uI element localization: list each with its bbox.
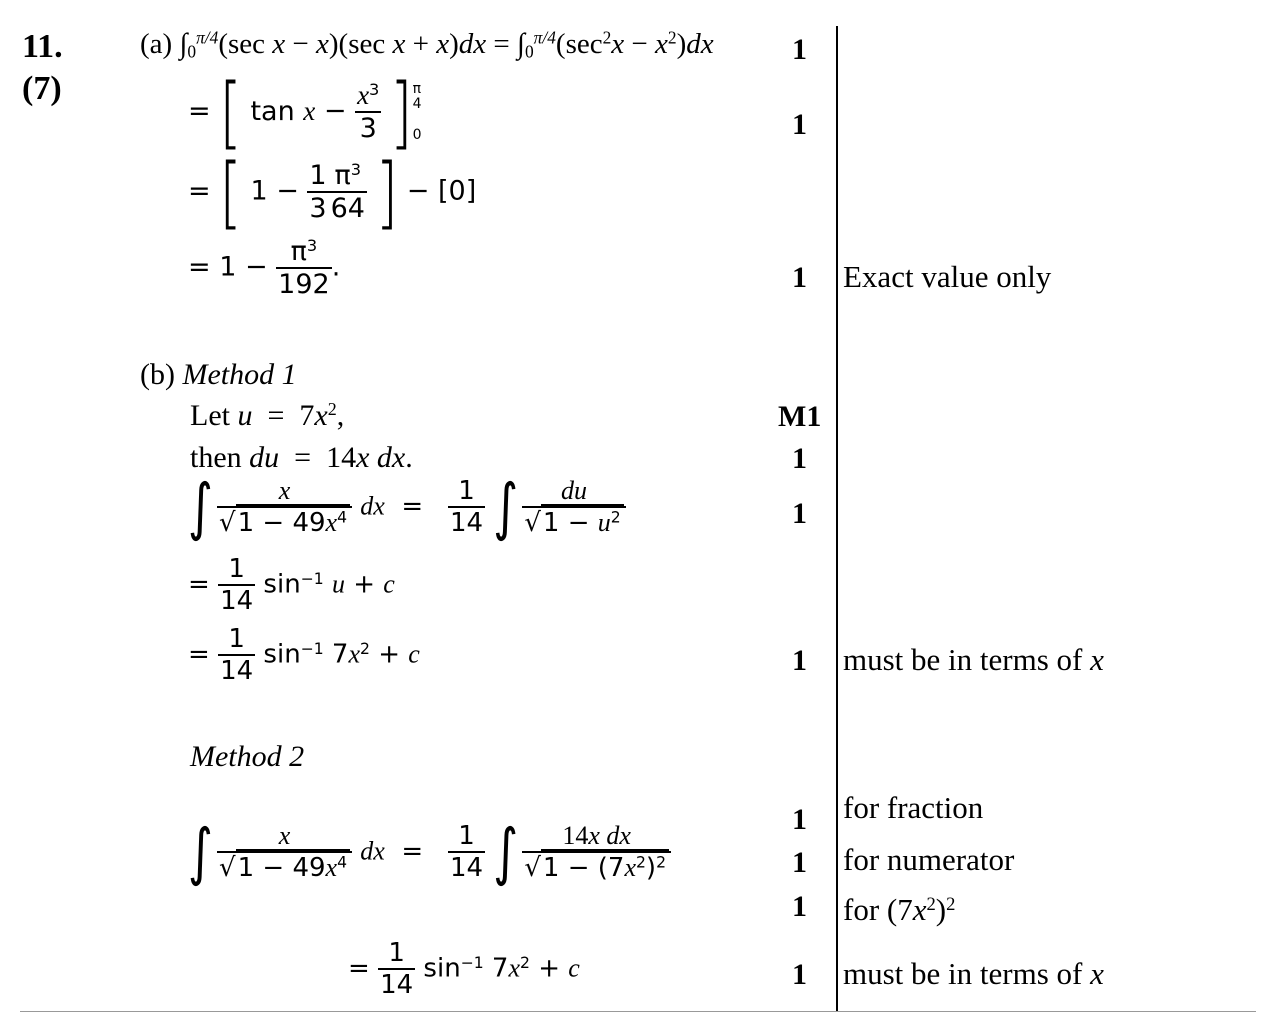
mark-b-2: 1 bbox=[792, 442, 807, 475]
fraction-x3-over-3: $\frac{x^3}{3}$ bbox=[357, 80, 380, 144]
note-for-fraction: for fraction bbox=[843, 790, 984, 825]
question-total-marks: (7) bbox=[22, 70, 62, 107]
method-2-title: Method 2 bbox=[190, 740, 305, 773]
mark-a-1: 1 bbox=[792, 33, 807, 66]
note-for-numerator: for numerator bbox=[843, 842, 1015, 877]
bottom-rule bbox=[20, 1011, 1256, 1012]
method-2-result: = $\frac{1}{14}$ $\sin^{-1} 7x^2 + c$ bbox=[348, 938, 580, 1000]
part-a-line-2: = [ tan x − $\frac{x^3}{3}$ ]π 4 0 bbox=[188, 66, 422, 158]
tan-x-text: tan x bbox=[250, 95, 316, 127]
part-a-line-4: = 1 − $\frac{\pi^3}{192}$ . bbox=[188, 236, 341, 300]
question-number: 11. bbox=[22, 28, 63, 65]
note-for-7x2-squared: for $(7x^2)^2$ bbox=[843, 892, 956, 927]
method-1-integral: ∫ $\frac{x}{√1 - 49x^4}$ dx = $\frac{1}{14}$ ∫ $\frac{du}{√1 - u^2}$ bbox=[188, 478, 626, 536]
part-a-line-1 bbox=[140, 27, 714, 62]
fraction-pi3-over-192: $\frac{\pi^3}{192}$ bbox=[278, 236, 330, 300]
mark-b-3: 1 bbox=[792, 497, 807, 530]
integral-expression-a: $\int_0^{\pi/4}(\sec$ x − x)(sec $x + x)dx = \int_0^{\pi/4}(\sec^2x - x^2)dx$ bbox=[179, 27, 714, 62]
note-terms-of-x-2: must be in terms of x bbox=[843, 956, 1104, 991]
fraction-1-over-3: $\frac{1}{3}$ bbox=[309, 160, 327, 224]
fraction-pi3-over-64: $\frac{\pi^3}{64}$ bbox=[330, 160, 365, 224]
mark-b-M1: M1 bbox=[778, 400, 822, 433]
mark-m2-1: 1 bbox=[792, 803, 807, 836]
mark-a-2: 1 bbox=[792, 108, 807, 141]
mark-m2-4: 1 bbox=[792, 958, 807, 991]
method-1-result-u: = $\frac{1}{14}$ $\sin^{-1} u + c$ bbox=[188, 554, 395, 616]
note-terms-of-x-1: must be in terms of x bbox=[843, 642, 1104, 677]
part-a-label: (a) bbox=[140, 28, 173, 60]
note-exact-value: Exact value only bbox=[843, 259, 1052, 294]
then-du-line: then du = 14x dx. bbox=[190, 441, 413, 474]
part-b-label: (b) bbox=[140, 358, 175, 391]
part-b-heading bbox=[140, 360, 297, 390]
mark-b-4: 1 bbox=[792, 644, 807, 677]
part-a-line-3: = [ 1 − $\frac{1}{3}$ $\frac{\pi^3}{64}$ ] − [0] bbox=[188, 146, 477, 238]
marks-divider-line bbox=[836, 26, 838, 1012]
mark-m2-3: 1 bbox=[792, 890, 807, 923]
method-2-integral: ∫ $\frac{x}{√1 - 49x^4}$ dx = $\frac{1}{14}$ ∫ $\frac{\text{14x dx}}{√1 - (7x^2)^2}$ bbox=[188, 823, 671, 881]
method-1-title: Method 1 bbox=[182, 358, 297, 391]
method-1-result-x: = $\frac{1}{14}$ $\sin^{-1} 7x^2 + c$ bbox=[188, 624, 420, 686]
let-u-line: Let $u = 7x^2$, bbox=[190, 399, 345, 432]
mark-a-3: 1 bbox=[792, 261, 807, 294]
minus-zero: − [0] bbox=[406, 175, 477, 207]
mark-m2-2: 1 bbox=[792, 846, 807, 879]
